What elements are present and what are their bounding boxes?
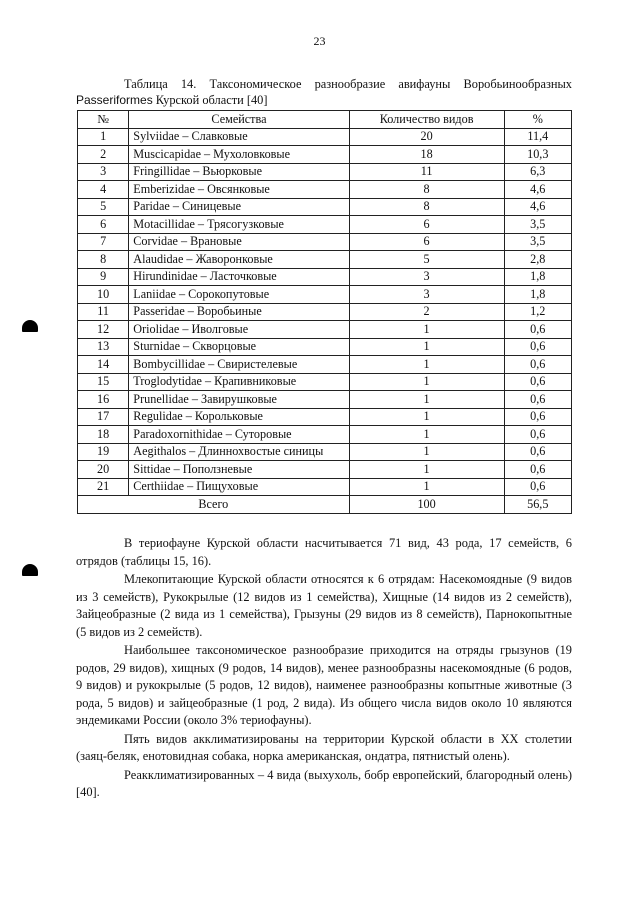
species-count: 20 bbox=[349, 128, 504, 146]
species-count: 5 bbox=[349, 251, 504, 269]
table-body bbox=[78, 128, 572, 496]
header-number: № bbox=[78, 111, 129, 129]
table-row bbox=[78, 426, 572, 444]
family-name: Prunellidae – Завирушковые bbox=[129, 391, 349, 409]
percent-value: 3,5 bbox=[504, 233, 571, 251]
row-number: 10 bbox=[78, 286, 129, 304]
table-row bbox=[78, 233, 572, 251]
species-count: 1 bbox=[349, 408, 504, 426]
table-row bbox=[78, 303, 572, 321]
family-name: Certhiidae – Пищуховые bbox=[129, 478, 349, 496]
percent-value: 1,2 bbox=[504, 303, 571, 321]
row-number: 18 bbox=[78, 426, 129, 444]
species-count: 3 bbox=[349, 268, 504, 286]
family-name: Corvidae – Врановые bbox=[129, 233, 349, 251]
table-caption bbox=[76, 76, 572, 108]
species-count: 1 bbox=[349, 443, 504, 461]
percent-value: 4,6 bbox=[504, 181, 571, 199]
species-count: 1 bbox=[349, 478, 504, 496]
table-row bbox=[78, 216, 572, 234]
table-row bbox=[78, 251, 572, 269]
family-name: Bombycillidae – Свиристелевые bbox=[129, 356, 349, 374]
species-count: 1 bbox=[349, 338, 504, 356]
species-count: 1 bbox=[349, 356, 504, 374]
percent-value: 0,6 bbox=[504, 321, 571, 339]
table-row bbox=[78, 163, 572, 181]
table-row bbox=[78, 128, 572, 146]
percent-value: 0,6 bbox=[504, 408, 571, 426]
binder-hole-mark bbox=[22, 564, 38, 576]
percent-value: 0,6 bbox=[504, 478, 571, 496]
header-percent: % bbox=[504, 111, 571, 129]
row-number: 1 bbox=[78, 128, 129, 146]
table-row bbox=[78, 373, 572, 391]
row-number: 11 bbox=[78, 303, 129, 321]
family-name: Alaudidae – Жаворонковые bbox=[129, 251, 349, 269]
row-number: 6 bbox=[78, 216, 129, 234]
table-row bbox=[78, 198, 572, 216]
row-number: 7 bbox=[78, 233, 129, 251]
family-name: Emberizidae – Овсянковые bbox=[129, 181, 349, 199]
family-name: Laniidae – Сорокопутовые bbox=[129, 286, 349, 304]
table-row bbox=[78, 321, 572, 339]
table-row bbox=[78, 391, 572, 409]
header-species-count: Количество видов bbox=[349, 111, 504, 129]
family-name: Passeridae – Воробьиные bbox=[129, 303, 349, 321]
table-row bbox=[78, 443, 572, 461]
species-count: 8 bbox=[349, 181, 504, 199]
taxonomy-table bbox=[77, 110, 572, 514]
family-name: Regulidae – Корольковые bbox=[129, 408, 349, 426]
paragraph: Пять видов акклиматизированы на территории Курской области в XX столетии (заяц-беляк, енотовидная собака, норка американская, ондатра, пятнистый олень). bbox=[76, 731, 572, 763]
table-total-row bbox=[78, 496, 572, 514]
species-count: 2 bbox=[349, 303, 504, 321]
percent-value: 6,3 bbox=[504, 163, 571, 181]
species-count: 8 bbox=[349, 198, 504, 216]
row-number: 4 bbox=[78, 181, 129, 199]
table-row bbox=[78, 356, 572, 374]
caption-latin: Passeriformes bbox=[76, 93, 153, 107]
binder-hole-mark bbox=[22, 320, 38, 332]
species-count: 3 bbox=[349, 286, 504, 304]
row-number: 14 bbox=[78, 356, 129, 374]
caption-prefix: Таблица 14. Таксономическое разнообразие авифауны Воробьинообразных bbox=[124, 77, 572, 91]
table-header-row bbox=[78, 111, 572, 129]
species-count: 6 bbox=[349, 233, 504, 251]
family-name: Sittidae – Поползневые bbox=[129, 461, 349, 479]
species-count: 1 bbox=[349, 321, 504, 339]
percent-value: 4,6 bbox=[504, 198, 571, 216]
paragraph: Млекопитающие Курской области относятся к 6 отрядам: Насекомоядные (9 видов из 3 семейств), Рукокрылые (12 видов из 1 семейства), Хищные (14 видов из 2 семейств), Зайцеобразные (2 вида из 1 семейства), Грызуны (29 видов из 8 семейств), Парнокопытные (5 видов из 2 семейств). bbox=[76, 572, 572, 639]
species-count: 1 bbox=[349, 391, 504, 409]
family-name: Aegithalos – Длиннохвостые синицы bbox=[129, 443, 349, 461]
row-number: 21 bbox=[78, 478, 129, 496]
paragraph: Наибольшее таксономическое разнообразие приходится на отряды грызунов (19 родов, 29 видов), хищных (9 родов, 14 видов), менее разнообразны насекомоядные (6 родов, 9 видов) и рукокрылые (5 родов, 12 видов), наименее разнообразны копытные животные (3 рода, 5 видов) и зайцеобразные (1 род, 2 вида). Из общего числа видов около 10 являются эндемиками России (около 3% териофауны). bbox=[76, 643, 572, 727]
row-number: 20 bbox=[78, 461, 129, 479]
row-number: 2 bbox=[78, 146, 129, 164]
header-family: Семейства bbox=[129, 111, 349, 129]
row-number: 9 bbox=[78, 268, 129, 286]
percent-value: 0,6 bbox=[504, 443, 571, 461]
caption-suffix: Курской области [40] bbox=[155, 93, 268, 107]
table-row bbox=[78, 286, 572, 304]
percent-value: 0,6 bbox=[504, 338, 571, 356]
row-number: 13 bbox=[78, 338, 129, 356]
row-number: 17 bbox=[78, 408, 129, 426]
family-name: Hirundinidae – Ласточковые bbox=[129, 268, 349, 286]
family-name: Troglodytidae – Крапивниковые bbox=[129, 373, 349, 391]
page-number: 23 bbox=[313, 34, 326, 48]
percent-value: 11,4 bbox=[504, 128, 571, 146]
family-name: Fringillidae – Вьюрковые bbox=[129, 163, 349, 181]
percent-value: 10,3 bbox=[504, 146, 571, 164]
total-count: 100 bbox=[349, 496, 504, 514]
table-row bbox=[78, 478, 572, 496]
family-name: Sturnidae – Скворцовые bbox=[129, 338, 349, 356]
row-number: 5 bbox=[78, 198, 129, 216]
table-row bbox=[78, 461, 572, 479]
paragraph: В териофауне Курской области насчитывается 71 вид, 43 рода, 17 семейств, 6 отрядов (таблицы 15, 16). bbox=[76, 536, 572, 568]
table-row bbox=[78, 181, 572, 199]
row-number: 8 bbox=[78, 251, 129, 269]
total-percent: 56,5 bbox=[504, 496, 571, 514]
species-count: 1 bbox=[349, 426, 504, 444]
table-row bbox=[78, 268, 572, 286]
percent-value: 0,6 bbox=[504, 373, 571, 391]
table-row bbox=[78, 338, 572, 356]
percent-value: 3,5 bbox=[504, 216, 571, 234]
species-count: 11 bbox=[349, 163, 504, 181]
percent-value: 0,6 bbox=[504, 426, 571, 444]
row-number: 19 bbox=[78, 443, 129, 461]
family-name: Paridae – Синицевые bbox=[129, 198, 349, 216]
species-count: 6 bbox=[349, 216, 504, 234]
percent-value: 0,6 bbox=[504, 391, 571, 409]
family-name: Muscicapidae – Мухоловковые bbox=[129, 146, 349, 164]
paragraph: Реакклиматизированных – 4 вида (выхухоль, бобр европейский, благородный олень) [40]. bbox=[76, 767, 572, 799]
body-text bbox=[76, 535, 572, 803]
table-row bbox=[78, 146, 572, 164]
family-name: Paradoxornithidae – Суторовые bbox=[129, 426, 349, 444]
row-number: 15 bbox=[78, 373, 129, 391]
family-name: Sylviidae – Славковые bbox=[129, 128, 349, 146]
total-label: Всего bbox=[78, 496, 350, 514]
species-count: 18 bbox=[349, 146, 504, 164]
family-name: Oriolidae – Иволговые bbox=[129, 321, 349, 339]
species-count: 1 bbox=[349, 373, 504, 391]
row-number: 12 bbox=[78, 321, 129, 339]
percent-value: 0,6 bbox=[504, 356, 571, 374]
species-count: 1 bbox=[349, 461, 504, 479]
percent-value: 2,8 bbox=[504, 251, 571, 269]
percent-value: 1,8 bbox=[504, 286, 571, 304]
percent-value: 1,8 bbox=[504, 268, 571, 286]
percent-value: 0,6 bbox=[504, 461, 571, 479]
row-number: 3 bbox=[78, 163, 129, 181]
table-row bbox=[78, 408, 572, 426]
family-name: Motacillidae – Трясогузковые bbox=[129, 216, 349, 234]
row-number: 16 bbox=[78, 391, 129, 409]
